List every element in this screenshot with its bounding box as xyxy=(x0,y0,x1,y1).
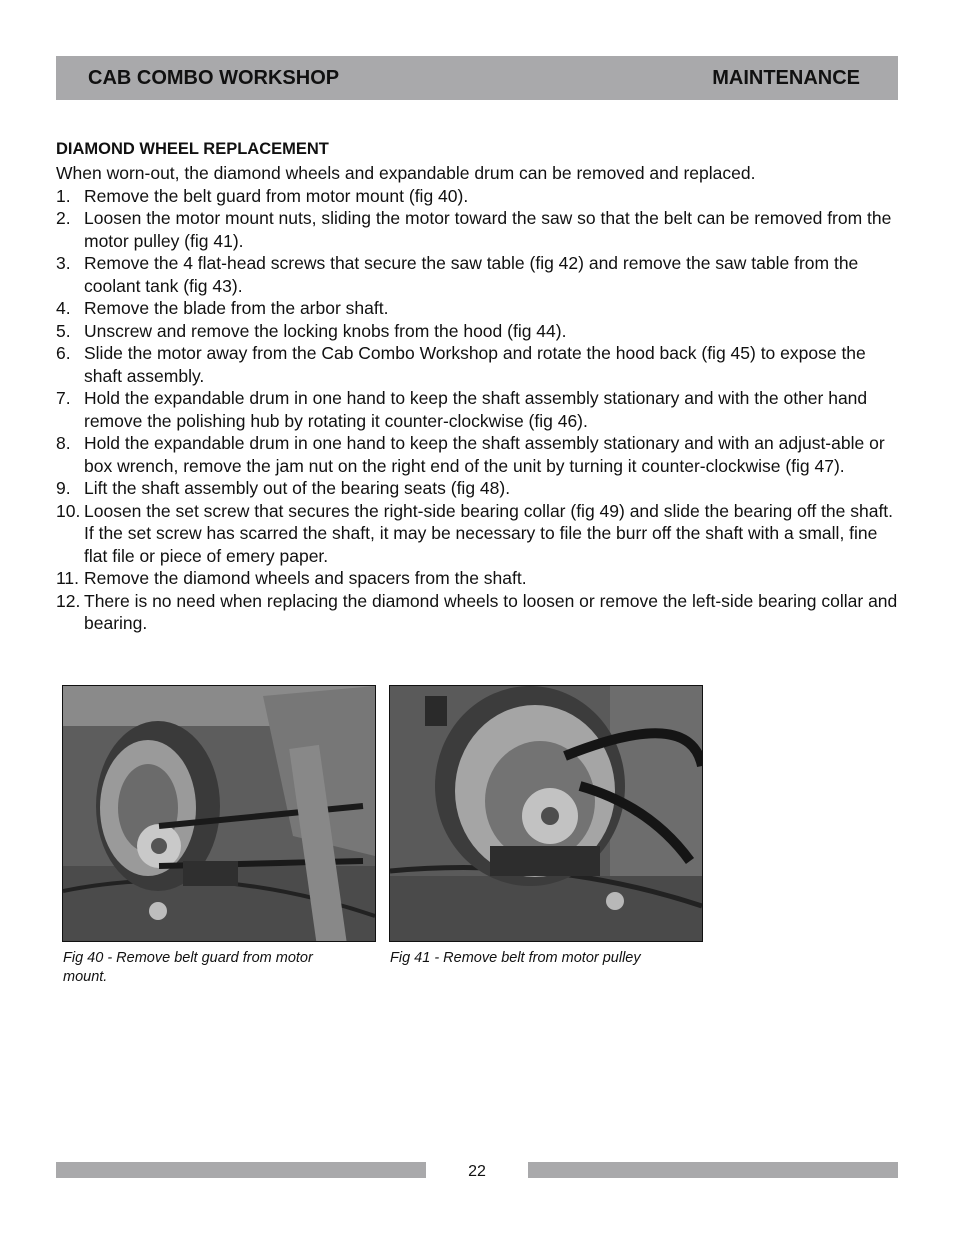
step-number: 10. xyxy=(56,500,81,521)
step-number: 1. xyxy=(56,185,71,206)
step-text: Lift the shaft assembly out of the bearing seats (fig 48). xyxy=(84,478,511,498)
step-item xyxy=(56,477,898,500)
step-item xyxy=(56,252,898,297)
footer-bar-right xyxy=(528,1162,898,1178)
motor-belt-guard-image xyxy=(63,686,375,941)
fig-40-caption: Fig 40 - Remove belt guard from motor mount. xyxy=(63,950,313,985)
step-number: 4. xyxy=(56,298,71,318)
fig-41-photo xyxy=(389,685,703,942)
fig-41-caption: Fig 41 - Remove belt from motor pulley xyxy=(390,950,641,966)
step-item xyxy=(56,207,898,252)
step-text: Hold the expandable drum in one hand to keep the shaft assembly stationary and with an adjust-able or box wrench, remove the jam nut on the right end of the unit by turning it counter-clockwise (fig 47). xyxy=(84,433,885,476)
step-text: There is no need when replacing the diamond wheels to loosen or remove the left-side bearing collar and bearing. xyxy=(84,590,898,633)
step-number: 7. xyxy=(56,388,71,408)
step-item xyxy=(56,297,898,320)
step-text: Unscrew and remove the locking knobs from the hood (fig 44). xyxy=(84,320,567,341)
step-item xyxy=(56,567,898,590)
step-item xyxy=(56,320,898,343)
step-item xyxy=(56,342,898,387)
motor-pulley-image xyxy=(390,686,702,941)
step-number: 9. xyxy=(56,478,71,498)
step-text: Remove the diamond wheels and spacers from the shaft. xyxy=(84,568,527,588)
section-title: DIAMOND WHEEL REPLACEMENT xyxy=(56,140,329,158)
page-number: 22 xyxy=(468,1163,486,1180)
fig-40-photo xyxy=(62,685,376,942)
step-number: 11. xyxy=(56,568,80,588)
step-item xyxy=(56,432,898,477)
step-item xyxy=(56,590,898,635)
main-content xyxy=(56,138,898,635)
step-text: Remove the 4 flat-head screws that secure the saw table (fig 42) and remove the saw table from the coolant tank (fig 43). xyxy=(84,253,859,296)
step-number: 12. xyxy=(56,590,81,611)
page-header xyxy=(56,56,898,100)
step-number: 2. xyxy=(56,208,71,228)
step-item xyxy=(56,387,898,432)
step-number: 6. xyxy=(56,343,71,363)
step-number: 8. xyxy=(56,433,71,453)
steps-list xyxy=(56,185,898,635)
header-title: CAB COMBO WORKSHOP xyxy=(88,66,340,89)
step-text: Loosen the set screw that secures the right-side bearing collar (fig 49) and slide the bearing off the shaft. If the set screw has scarred the shaft, it may be necessary to file the burr off the shaft with a small, fine flat file or piece of emery paper. xyxy=(84,500,894,566)
step-item xyxy=(56,185,898,208)
header-section: MAINTENANCE xyxy=(712,66,860,89)
step-item xyxy=(56,500,898,568)
section-intro: When worn-out, the diamond wheels and expandable drum can be removed and replaced. xyxy=(56,163,756,183)
step-number: 5. xyxy=(56,320,71,341)
step-text: Loosen the motor mount nuts, sliding the motor toward the saw so that the belt can be removed from the motor pulley (fig 41). xyxy=(84,208,892,251)
footer-bar-left xyxy=(56,1162,426,1178)
step-text: Slide the motor away from the Cab Combo Workshop and rotate the hood back (fig 45) to expose the shaft assembly. xyxy=(84,343,866,386)
step-text: Remove the blade from the arbor shaft. xyxy=(84,298,389,318)
step-text: Remove the belt guard from motor mount (fig 40). xyxy=(84,185,469,206)
step-text: Hold the expandable drum in one hand to keep the shaft assembly stationary and with the other hand remove the polishing hub by rotating it counter-clockwise (fig 46). xyxy=(84,388,868,431)
step-number: 3. xyxy=(56,253,71,273)
